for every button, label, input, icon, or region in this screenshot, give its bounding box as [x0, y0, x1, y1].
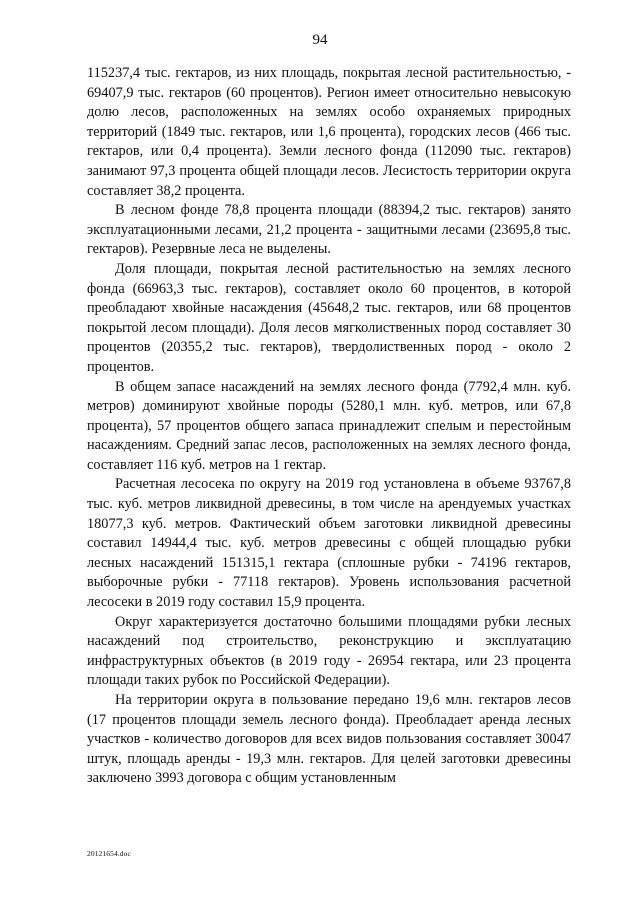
paragraph-forest-fund-categories: В лесном фонде 78,8 процента площади (88394,2 тыс. гектаров) занято эксплуатационными лесами, 21,2 процента - защитными лесами (23695,8 тыс. гектаров). Резервные леса не выделены. — [87, 202, 571, 258]
paragraph-forest-lease: На территории округа в пользование передано 19,6 млн. гектаров лесов (17 процентов площади земель лесного фонда). Преобладает аренда лесных участков - количество договоров для всех видов пользования составляет 30047 штук, площадь аренды - 19,3 млн. гектаров. Для целей заготовки древесины заключено 3993 договора с общим установленным — [87, 692, 571, 787]
footer-filename: 20121654.doc — [87, 849, 131, 858]
paragraph-allowable-cut: Расчетная лесосека по округу на 2019 год установлена в объеме 93767,8 тыс. куб. метров ликвидной древесины, в том числе на арендуемых участках 18077,3 куб. метров. Фактический объем заготовки ликвидной древесины составил 14944,4 тыс. куб. метров древесины с общей площадью рубки лесных насаждений 151315,1 гектара (сплошные рубки - 74196 гектаров, выборочные рубки - 77118 гектаров). Уровень использования расчетной лесосеки в 2019 году составил 15,9 процента. — [87, 476, 571, 611]
page-number: 94 — [312, 32, 328, 48]
paragraph-timber-stock: В общем запасе насаждений на землях лесного фонда (7792,4 млн. куб. метров) доминируют хвойные породы (5280,1 млн. куб. метров, или 67,8 процента), 57 процентов общего запаса принадлежит спелым и перестойным насаждениям. Средний запас лесов, расположенных на землях лесного фонда, составляет 116 куб. метров на 1 гектар. — [87, 378, 571, 473]
paragraph-species-composition: Доля площади, покрытая лесной растительностью на землях лесного фонда (66963,3 тыс. гектаров), составляет около 60 процентов, в которой преобладают хвойные насаждения (45648,2 тыс. гектаров, или 68 процентов покрытой лесом площади). Доля лесов мягколиственных пород составляет 30 процентов (20355,2 тыс. гектаров), твердолиственных пород - около 2 процентов. — [87, 260, 571, 375]
paragraph-infrastructure-felling: Округ характеризуется достаточно большими площадями рубки лесных насаждений под строительство, реконструкцию и эксплуатацию инфраструктурных объектов (в 2019 году - 26954 гектара, или 23 процента площади таких рубок по Российской Федерации). — [87, 613, 571, 689]
body-text — [87, 64, 571, 789]
paragraph-forest-area: 115237,4 тыс. гектаров, из них площадь, покрытая лесной растительностью, - 69407,9 тыс. гектаров (60 процентов). Регион имеет относительно невысокую долю лесов, расположенных на землях особо охраняемых природных территорий (1849 тыс. гектаров, или 1,6 процента), городских лесов (466 тыс. гектаров, или 0,4 процента). Земли лесного фонда (112090 тыс. гектаров) занимают 97,3 процента общей площади лесов. Лесистость территории округа составляет 38,2 процента. — [87, 65, 571, 199]
